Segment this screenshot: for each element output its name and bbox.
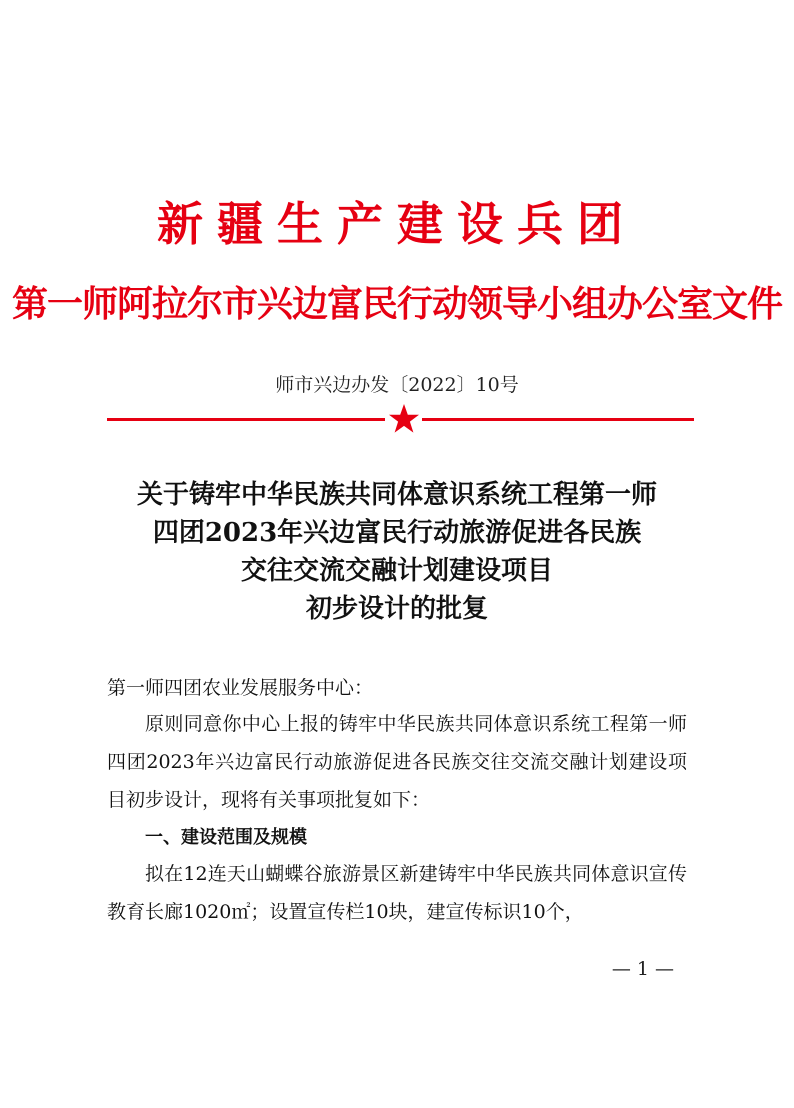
document-number: 师市兴边办发〔2022〕10号 xyxy=(275,374,519,396)
red-divider-left xyxy=(107,418,385,421)
issuing-office-title: 第一师阿拉尔市兴边富民行动领导小组办公室文件 xyxy=(11,283,782,325)
section-heading: 一、建设范围及规模 xyxy=(145,827,307,848)
title-line: 关于铸牢中华民族共同体意识系统工程第一师 xyxy=(136,480,657,510)
document-title xyxy=(60,476,734,628)
title-line: 四团2023年兴边富民行动旅游促进各民族 xyxy=(152,518,642,548)
page-number: — 1 — xyxy=(611,958,674,980)
body-paragraph: 拟在12连天山蝴蝶谷旅游景区新建铸牢中华民族共同体意识宣传教育长廊1020㎡；设置宣传栏10块，建宣传标识10个， xyxy=(107,863,687,923)
addressee: 第一师四团农业发展服务中心： xyxy=(107,677,374,699)
title-line: 初步设计的批复 xyxy=(305,594,488,624)
issuing-organization: 新疆生产建设兵团 xyxy=(157,197,637,251)
red-divider-right xyxy=(422,418,694,421)
title-line: 交往交流交融计划建设项目 xyxy=(240,556,553,586)
body-paragraph: 原则同意你中心上报的铸牢中华民族共同体意识系统工程第一师四团2023年兴边富民行动旅游促进各民族交往交流交融计划建设项目初步设计，现将有关事项批复如下： xyxy=(107,713,687,811)
red-star-icon xyxy=(388,403,420,435)
